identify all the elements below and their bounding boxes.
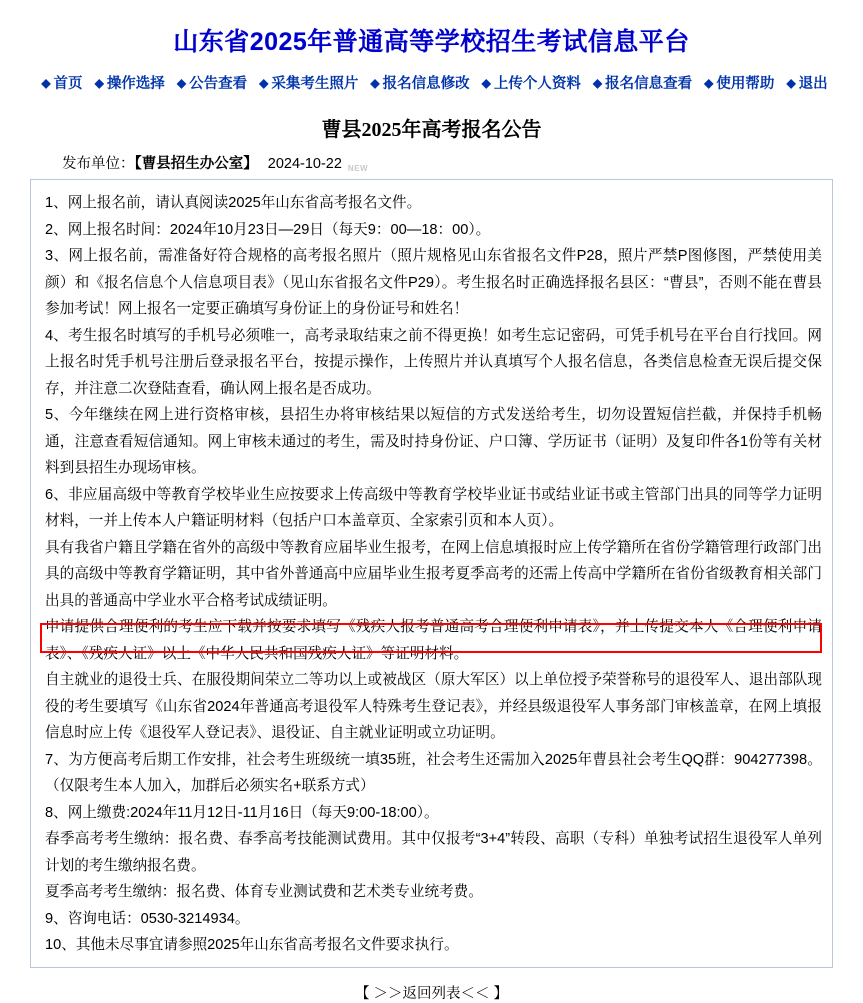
notice-paragraph: 9、咨询电话：0530-3214934。: [45, 910, 250, 927]
nav-item-operation-select[interactable]: 操作选择: [106, 76, 165, 92]
publish-date: 2024-10-22: [267, 156, 342, 172]
notice-paragraph: 春季高考考生缴纳：报名费、春季高考技能测试费用。其中仅报考“3+4”转段、高职（专科）单独考试招生退役军人单列计划的考生缴纳报名费。: [45, 831, 822, 874]
nav-item-upload-materials[interactable]: 上传个人资料: [493, 76, 581, 92]
bullet-icon: ◆: [481, 76, 491, 90]
publisher-line: [0, 152, 863, 173]
footer: [0, 982, 863, 1003]
bullet-icon: ◆: [41, 76, 51, 90]
notice-paragraph: 1、网上报名前，请认真阅读2025年山东省高考报名文件。: [45, 195, 422, 211]
notice-paragraph: 自主就业的退役士兵、在服役期间荣立二等功以上或被战区（原大军区）以上单位授予荣誉称号的退役军人、退出部队现役的考生要填写《山东省2024年普通高考退役军人特殊考生登记表》，并经县级退役军人事务部门审核盖章，在网上填报信息时应上传《退役军人登记表》、退役证、自主就业证明或立功证明。: [45, 672, 822, 741]
bracket-left: 【: [354, 985, 370, 1002]
bullet-icon: ◆: [259, 76, 269, 90]
bullet-icon: ◆: [592, 76, 603, 90]
bullet-icon: ◆: [176, 76, 187, 90]
notice-paragraph: 4、考生报名时填写的手机号必须唯一，高考录取结束之前不得更换！如考生忘记密码，可凭手机号在平台自行找回。网上报名时凭手机号注册后登录报名平台，按提示操作，上传照片并认真填写个人报名信息，各类信息检查无误后提交保存，并注意二次登陆查看，确认网上报名是否成功。: [45, 327, 822, 397]
site-title: 山东省2025年普通高等学校招生考试信息平台: [173, 28, 690, 56]
notice-paragraph: 具有我省户籍且学籍在省外的高级中等教育应届毕业生报考，在网上信息填报时应上传学籍所在省份学籍管理行政部门出具的高级中等教育学籍证明，其中省外普通高中应届毕业生报考夏季高考的还需上传高中学籍所在省份省级教育相关部门出具的普通高中学业水平合格考试成绩证明。: [45, 539, 822, 609]
nav-item-logout[interactable]: 退出: [798, 76, 828, 92]
nav-item-view-registration[interactable]: 报名信息查看: [605, 76, 693, 92]
notice-paragraph: 5、今年继续在网上进行资格审核，县招生办将审核结果以短信的方式发送给考生，切勿设置短信拦截，并保持手机畅通，注意查看短信通知。网上审核未通过的考生，需及时持身份证、户口簿、学历证书（证明）及复印件各1份等有关材料到县招生办现场审核。: [45, 407, 822, 476]
publisher-label: 发布单位：: [62, 156, 135, 172]
main-nav: [0, 64, 863, 99]
bullet-icon: ◆: [94, 76, 104, 90]
bullet-icon: ◆: [786, 76, 796, 90]
bullet-icon: ◆: [704, 76, 714, 90]
bullet-icon: ◆: [370, 76, 380, 90]
nav-item-collect-photo[interactable]: 采集考生照片: [271, 76, 359, 92]
notice-paragraph: 10、其他未尽事宜请参照2025年山东省高考报名文件要求执行。: [45, 937, 459, 953]
new-badge: NEW: [347, 164, 369, 173]
publisher-name: 【曹县招生办公室】: [134, 156, 258, 172]
bracket-right: 】: [493, 985, 509, 1002]
notice-paragraph: 夏季高考考生缴纳：报名费、体育专业测试费和艺术类专业统考费。: [45, 884, 483, 900]
nav-item-edit-registration[interactable]: 报名信息修改: [382, 76, 470, 92]
notice-paragraph: 3、网上报名前，需准备好符合规格的高考报名照片（照片规格见山东省报名文件P28，照片严禁P图修图，严禁使用美颜）和《报名信息个人信息项目表》（见山东省报名文件P29）。考生报名时正确选择报名县区：“曹县”，否则不能在曹县参加考试！网上报名一定要正确填写身份证上的身份证号和姓名！: [45, 248, 822, 317]
notice-paragraph: 6、非应届高级中等教育学校毕业生应按要求上传高级中等教育学校毕业证书或结业证书或主管部门出具的同等学力证明材料，一并上传本人户籍证明材料（包括户口本盖章页、全家索引页和本人页）。: [45, 486, 822, 529]
notice-paragraph: 2、网上报名时间：2024年10月23日—29日（每天9：00—18：00）。: [45, 221, 491, 238]
nav-item-home[interactable]: 首页: [53, 76, 83, 92]
notice-paragraph: 申请提供合理便利的考生应下载并按要求填写《残疾人报考普通高考合理便利申请表》，并上传提交本人《合理便利申请表》、《残疾人证》以上《中华人民共和国残疾人证》等证明材料。: [45, 619, 822, 662]
nav-item-view-notice[interactable]: 公告查看: [189, 76, 248, 92]
page-title: 曹县2025年高考报名公告: [321, 119, 542, 141]
notice-paragraph: 8、网上缴费:2024年11月12日-11月16日（每天9:00-18:00）。: [45, 804, 439, 821]
back-to-list-link[interactable]: ＞＞返回列表＜＜: [373, 985, 490, 1002]
notice-content: [30, 179, 833, 968]
nav-item-help[interactable]: 使用帮助: [716, 76, 775, 92]
notice-paragraph-highlighted: 7、为方便高考后期工作安排，社会考生班级统一填35班，社会考生还需加入2025年曹县社会考生QQ群：904277398。（仅限考生本人加入，加群后必须实名+联系方式）: [45, 751, 822, 794]
